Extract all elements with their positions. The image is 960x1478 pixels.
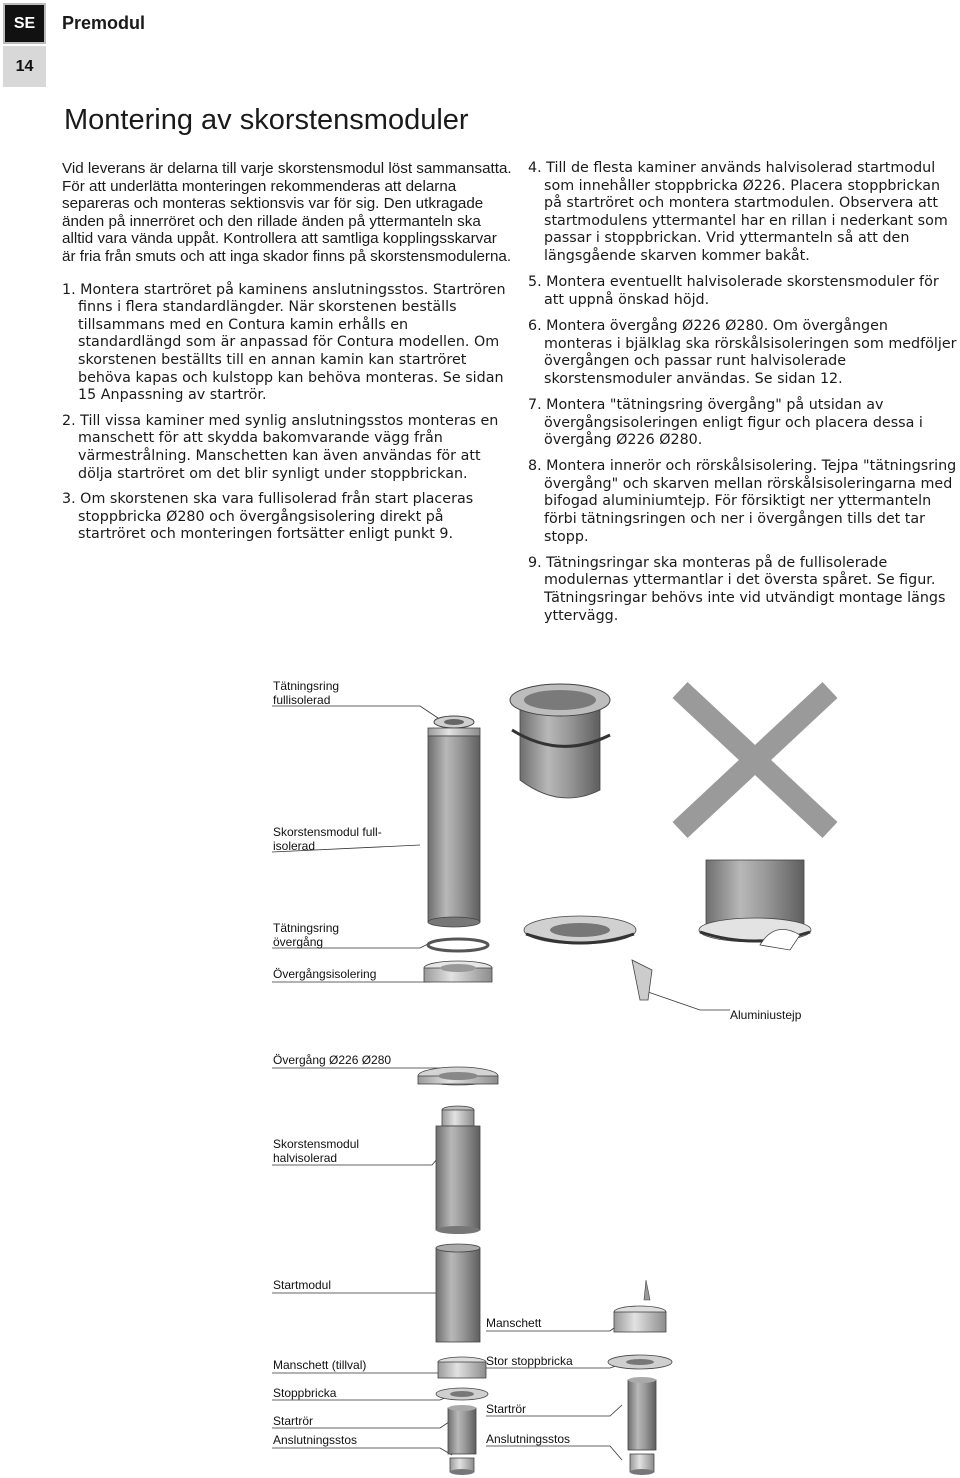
label-aluminium-tape: Aluminiustejp xyxy=(730,1008,802,1022)
start-module xyxy=(436,1244,480,1342)
step-3: 3. Om skorstenen ska vara fullisolerad från start placeras stoppbricka Ø280 och övergångsisolering direkt på startröret och monteringen fortsätter enligt punkt 9. xyxy=(62,491,474,543)
label-connector-right: Anslutningsstos xyxy=(486,1432,571,1446)
step-6: 6. Montera övergång Ø226 Ø280. Om övergången monteras i bjälklag ska rörskålsisoleringen som medföljer övergången och passar runt halvisolerade skorstensmoduler användas. Se sidan 12. xyxy=(528,317,957,387)
step-9: 9. Tätningsringar ska monteras på de fullisolerade modulernas yttermantlar i det översta spåret. Se figur. Tätningsringar behövs inte vid utvändigt montage längs yttervägg. xyxy=(528,554,946,624)
label-transition: Övergång Ø226 Ø280 xyxy=(273,1053,392,1067)
intro-paragraph: Vid leverans är delarna till varje skorstensmodul löst sammansatta. För att underlätta monteringen rekommenderas att delarna separeras och monteras sektionsvis var för sig. Den utkragade änden på innerröret och den rillade änden på yttermanteln ska alltid vara vända uppåt. Kontrollera att samtliga kopplingsskarvar är fria från smuts och att inga skador finns på skorstensmodulerna. xyxy=(62,160,512,265)
stop-plate xyxy=(436,1388,488,1400)
left-column xyxy=(62,160,512,552)
start-pipe-left xyxy=(448,1405,476,1454)
label-transition-insulation: Övergångsisolering xyxy=(273,967,377,981)
label-start-module: Startmodul xyxy=(273,1278,332,1292)
cross-mark-icon xyxy=(680,690,830,830)
label-start-pipe-right: Startrör xyxy=(486,1402,527,1416)
right-column xyxy=(528,160,960,634)
label-stop-plate: Stoppbricka xyxy=(273,1386,337,1400)
label-connector-left: Anslutningsstos xyxy=(273,1433,358,1447)
leader-lines xyxy=(272,706,730,1460)
label-sealing-ring-transition: Tätningsring övergång xyxy=(273,921,340,949)
label-large-stop-plate: Stor stoppbricka xyxy=(486,1354,573,1368)
sealing-ring-transition xyxy=(428,939,488,951)
connector-right xyxy=(630,1454,654,1475)
label-start-pipe-left: Startrör xyxy=(273,1414,314,1428)
large-stop-plate xyxy=(608,1355,672,1369)
manschett-right xyxy=(614,1280,666,1332)
wrong-mounting-detail xyxy=(510,684,610,798)
step-1: 1. Montera startröret på kaminens anslutningsstos. Startrören finns i flera standardlängder. När skorstenen beställs tillsammans med en Contura kamin erhålls en standardlängd som är anpassad för Contura modellen. Om skorstenen beställts till en annan kamin kan startröret behöva kapas och kulstopp kan behöva monteras. Se sidan 15 Anpassning av startrör. xyxy=(62,281,506,404)
step-2: 2. Till vissa kaminer med synlig anslutningsstos monteras en manschett för att skydda bakomvarande vägg från värmestrålning. Manschetten kan även användas för att dölja startröret om det blir synligt under stoppbrickan. xyxy=(62,412,499,482)
transition-detail xyxy=(524,916,652,1000)
start-pipe-right xyxy=(628,1377,656,1450)
step-7: 7. Montera "tätningsring övergång" på utsidan av övergångsisoleringen enligt figur och placera dessa i övergång Ø226 Ø280. xyxy=(528,396,923,449)
pipe-half-insulated xyxy=(436,1106,480,1234)
step-4: 4. Till de flesta kaminer används halvisolerad startmodul som innehåller stoppbricka Ø226. Placera stoppbrickan på startröret och montera startmodulen. Observera att startmodulens yttermantel har en rillan i nederkant som passar i stoppbrickan. Vrid yttermanteln så att den längsgående skarven kommer bakåt. xyxy=(528,160,948,264)
sealing-ring-detail xyxy=(699,860,811,950)
transition-piece xyxy=(418,1067,498,1085)
step-8: 8. Montera innerör och rörskålsisolering. Tejpa "tätningsring övergång" och skarven mellan rörskålsisoleringarna med bifogad aluminiumtejp. För försiktigt ner yttermanteln förbi tätningsringen och ner i övergången tills det tar stopp. xyxy=(528,458,957,545)
pipe-full-insulated xyxy=(428,716,480,927)
connector-left xyxy=(450,1458,474,1475)
label-sealing-ring-full: Tätningsring fullisolerad xyxy=(273,679,340,707)
label-collar: Manschett xyxy=(486,1316,542,1330)
label-collar-optional: Manschett (tillval) xyxy=(273,1358,367,1372)
label-module-full: Skorstensmodul full- isolerad xyxy=(273,825,382,853)
page-title: Montering av skorstensmoduler xyxy=(64,104,469,136)
step-5: 5. Montera eventuellt halvisolerade skorstensmoduler för att uppnå önskad höjd. xyxy=(528,274,939,308)
language-tab: SE xyxy=(3,3,46,44)
section-heading: Premodul xyxy=(62,13,146,33)
page-number: 14 xyxy=(3,46,46,87)
assembly-diagram xyxy=(0,640,960,1478)
transition-insulation xyxy=(424,961,492,982)
label-module-half: Skorstensmodul halvisolerad xyxy=(273,1137,360,1165)
collar-optional xyxy=(438,1357,486,1378)
